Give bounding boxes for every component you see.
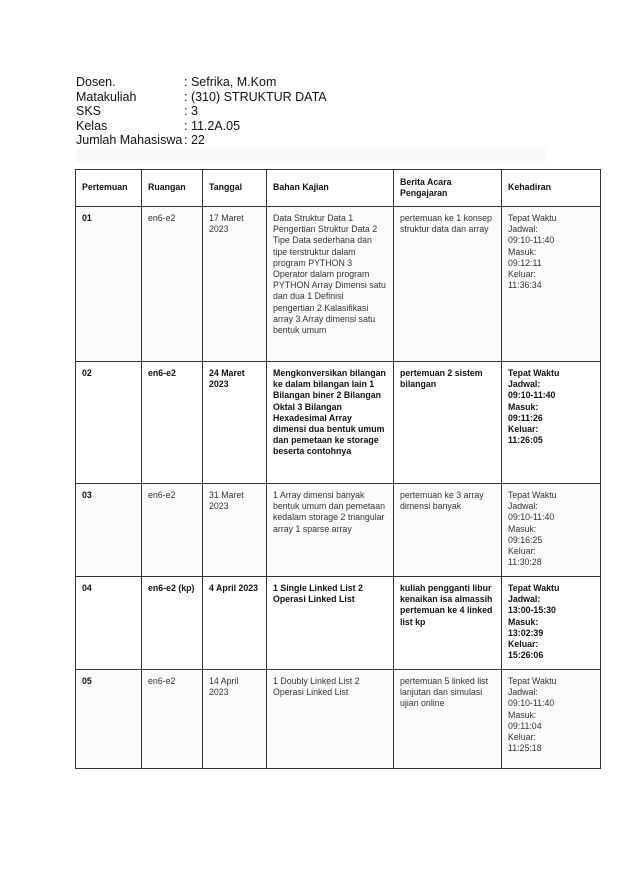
cell-ruangan: en6-e2 — [142, 207, 203, 362]
kehadiran-keluar-label: Keluar: — [508, 546, 536, 557]
kehadiran-keluar: 15:26:06 — [508, 650, 544, 661]
kehadiran-masuk-label: Masuk: — [508, 616, 539, 627]
kehadiran-jadwal-label: Jadwal: — [508, 224, 538, 235]
cell-kehadiran — [502, 670, 601, 769]
kehadiran-status: Tepat Waktu — [508, 368, 560, 378]
header-value: : (310) STRUKTUR DATA — [184, 89, 327, 104]
cell-berita-acara: pertemuan 5 linked list lanjutan dan simulasi ujian online — [394, 670, 502, 769]
table-row — [76, 207, 601, 362]
header-divider-band — [76, 147, 546, 163]
cell-tanggal: 24 Maret 2023 — [203, 362, 267, 484]
header-value: : 22 — [184, 133, 205, 148]
table-header-row — [76, 170, 601, 207]
attendance-table — [75, 169, 601, 769]
cell-ruangan: en6-e2 — [142, 484, 203, 577]
column-header-berita-acara: Berita Acara Pengajaran — [394, 170, 502, 207]
cell-pertemuan: 04 — [76, 577, 142, 670]
kehadiran-masuk-label: Masuk: — [508, 246, 537, 257]
cell-pertemuan: 03 — [76, 484, 142, 577]
kehadiran-jadwal: 09:10-11:40 — [508, 235, 555, 246]
header-label: Dosen. — [76, 75, 116, 89]
header-value: : Sefrika, M.Kom — [184, 75, 277, 89]
kehadiran-keluar-label: Keluar: — [508, 732, 536, 743]
kehadiran-status: Tepat Waktu — [508, 213, 557, 223]
cell-bahan-kajian: 1 Doubly Linked List 2 Operasi Linked List — [267, 670, 394, 769]
cell-bahan-kajian: Data Struktur Data 1 Pengertian Struktur Data 2 Tipe Data sederhana dan tipe terstruktur dalam program PYTHON 3 Operator dalam program PYTHON Array Dimensi satu dan dua 1 Definisi pengertian 2 Kalasifikasi array 3 Array dimensi satu bentuk umum — [267, 207, 394, 362]
kehadiran-status: Tepat Waktu — [508, 490, 557, 500]
kehadiran-masuk: 09:11:26 — [508, 412, 543, 423]
header-value: : 3 — [184, 104, 198, 119]
header-row-matakuliah — [76, 90, 327, 105]
table-row — [76, 577, 601, 670]
kehadiran-keluar: 11:26:05 — [508, 435, 543, 446]
cell-pertemuan: 05 — [76, 670, 142, 769]
column-header-tanggal: Tanggal — [203, 170, 267, 207]
cell-berita-acara: pertemuan 2 sistem bilangan — [394, 362, 502, 484]
column-header-bahan-kajian: Bahan Kajian — [267, 170, 394, 207]
column-header-ruangan: Ruangan — [142, 170, 203, 207]
cell-kehadiran — [502, 207, 601, 362]
course-header — [76, 75, 327, 148]
cell-ruangan: en6-e2 — [142, 670, 203, 769]
kehadiran-masuk: 09:12:11 — [508, 257, 542, 268]
kehadiran-masuk-label: Masuk: — [508, 709, 537, 720]
header-row-jumlah-mahasiswa — [76, 133, 327, 148]
table-row — [76, 362, 601, 484]
kehadiran-masuk: 13:02:39 — [508, 627, 544, 638]
kehadiran-jadwal-label: Jadwal: — [508, 687, 538, 698]
kehadiran-keluar: 11:36:34 — [508, 280, 542, 291]
kehadiran-keluar-label: Keluar: — [508, 639, 539, 650]
kehadiran-keluar: 11:30:28 — [508, 557, 542, 568]
cell-kehadiran — [502, 577, 601, 670]
table-row — [76, 670, 601, 769]
kehadiran-jadwal: 13:00-15:30 — [508, 605, 556, 616]
header-label: SKS — [76, 104, 102, 119]
cell-pertemuan: 02 — [76, 362, 142, 484]
cell-pertemuan: 01 — [76, 207, 142, 362]
cell-tanggal: 4 April 2023 — [203, 577, 267, 670]
table-row — [76, 484, 601, 577]
kehadiran-jadwal-label: Jadwal: — [508, 379, 541, 390]
header-row-dosen — [76, 75, 327, 90]
kehadiran-masuk: 09:11:04 — [508, 720, 542, 731]
kehadiran-masuk-label: Masuk: — [508, 523, 537, 534]
cell-ruangan: en6-e2 (kp) — [142, 577, 203, 670]
kehadiran-status: Tepat Waktu — [508, 676, 557, 686]
cell-bahan-kajian: 1 Single Linked List 2 Operasi Linked List — [267, 577, 394, 670]
kehadiran-jadwal: 09:10-11:40 — [508, 512, 555, 523]
kehadiran-masuk-label: Masuk: — [508, 401, 539, 412]
kehadiran-masuk: 09:16:25 — [508, 534, 543, 545]
kehadiran-jadwal-label: Jadwal: — [508, 501, 538, 512]
kehadiran-keluar-label: Keluar: — [508, 269, 536, 280]
header-label: Kelas — [76, 118, 108, 133]
cell-tanggal: 17 Maret 2023 — [203, 207, 267, 362]
kehadiran-jadwal: 09:10-11:40 — [508, 698, 555, 709]
header-label: Jumlah Mahasiswa — [76, 133, 183, 148]
kehadiran-status: Tepat Waktu — [508, 583, 560, 593]
kehadiran-jadwal-label: Jadwal: — [508, 594, 541, 605]
header-value: : 11.2A.05 — [184, 118, 241, 133]
cell-tanggal: 31 Maret 2023 — [203, 484, 267, 577]
cell-ruangan: en6-e2 — [142, 362, 203, 484]
cell-berita-acara: pertemuan ke 3 array dimensi banyak — [394, 484, 502, 577]
header-row-sks — [76, 104, 327, 119]
kehadiran-keluar-label: Keluar: — [508, 424, 539, 435]
cell-kehadiran — [502, 362, 601, 484]
column-header-pertemuan: Pertemuan — [76, 170, 142, 207]
cell-berita-acara: kuliah pengganti libur kenaikan isa almassih pertemuan ke 4 linked list kp — [394, 577, 502, 670]
cell-bahan-kajian: Mengkonversikan bilangan ke dalam bilangan lain 1 Bilangan biner 2 Bilangan Oktal 3 Bilangan Hexadesimal Array dimensi dua bentuk umum dan pemetaan ke storage beserta contohnya — [267, 362, 394, 484]
cell-tanggal: 14 April 2023 — [203, 670, 267, 769]
column-header-kehadiran: Kehadiran — [502, 170, 601, 207]
header-label: Matakuliah — [76, 89, 137, 104]
kehadiran-jadwal: 09:10-11:40 — [508, 390, 556, 401]
cell-berita-acara: pertemuan ke 1 konsep struktur data dan array — [394, 207, 502, 362]
kehadiran-keluar: 11:25:18 — [508, 743, 542, 754]
cell-kehadiran — [502, 484, 601, 577]
cell-bahan-kajian: 1 Array dimensi banyak bentuk umum dan pemetaan kedalam storage 2 triangular array 1 sparse array — [267, 484, 394, 577]
header-row-kelas — [76, 119, 327, 134]
